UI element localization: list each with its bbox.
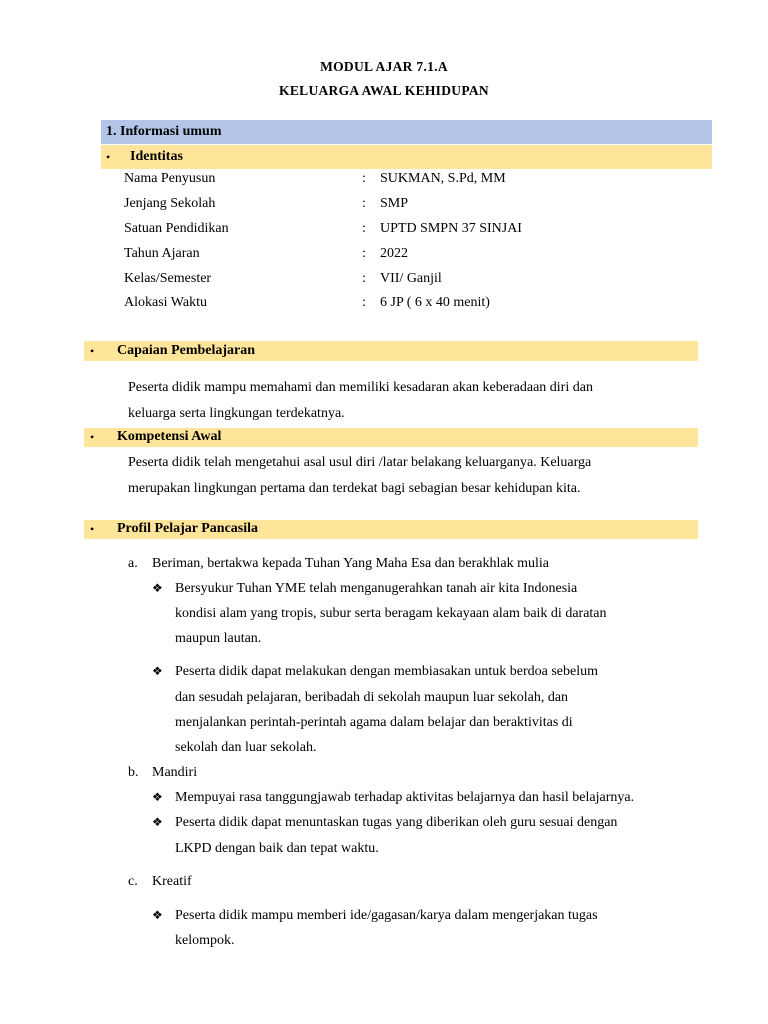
profil-heading: Profil Pelajar Pancasila: [117, 521, 259, 536]
kompetensi-line: merupakan lingkungan pertama dan terdekat bagi sebagian besar kehidupan kita.: [128, 481, 581, 496]
identity-label: Alokasi Waktu: [124, 295, 207, 310]
identity-label: Kelas/Semester: [124, 271, 212, 286]
identity-value: SUKMAN, S.Pd, MM: [380, 171, 506, 186]
identity-label: Tahun Ajaran: [124, 246, 200, 261]
profil-point-line: LKPD dengan baik dan tepat waktu.: [175, 841, 379, 856]
profil-point-line: Peserta didik mampu memberi ide/gagasan/karya dalam mengerjakan tugas: [175, 908, 598, 923]
identity-value: 6 JP ( 6 x 40 menit): [380, 295, 490, 310]
diamond-bullet-icon: ❖: [152, 790, 163, 804]
list-marker: b.: [128, 765, 139, 780]
identity-colon: :: [362, 196, 366, 211]
profil-point-line: dan sesudah pelajaran, beribadah di sekolah maupun luar sekolah, dan: [175, 690, 569, 705]
list-marker: a.: [128, 556, 138, 571]
kompetensi-line: Peserta didik telah mengetahui asal usul diri /latar belakang keluarganya. Keluarga: [128, 455, 592, 470]
identitas-band: [101, 145, 712, 169]
identitas-heading: Identitas: [130, 149, 183, 164]
identity-label: Jenjang Sekolah: [124, 196, 216, 211]
identitas-bullet: •: [106, 150, 111, 164]
profil-point-line: kondisi alam yang tropis, subur serta beragam kekayaan alam baik di daratan: [175, 606, 607, 621]
kompetensi-heading: Kompetensi Awal: [117, 429, 222, 444]
profil-point-line: Mempuyai rasa tanggungjawab terhadap aktivitas belajarnya dan hasil belajarnya.: [175, 790, 635, 805]
identity-value: 2022: [380, 246, 408, 261]
diamond-bullet-icon: ❖: [152, 664, 163, 678]
capaian-line: keluarga serta lingkungan terdekatnya.: [128, 406, 345, 421]
profil-point-line: kelompok.: [175, 933, 235, 948]
profil-point-line: sekolah dan luar sekolah.: [175, 740, 317, 755]
profil-bullet: •: [90, 522, 95, 536]
profil-point-line: Peserta didik dapat menuntaskan tugas yang diberikan oleh guru sesuai dengan: [175, 815, 618, 830]
identity-label: Satuan Pendidikan: [124, 221, 229, 236]
identity-colon: :: [362, 271, 366, 286]
kompetensi-bullet: •: [90, 430, 95, 444]
profil-item-title: Kreatif: [152, 874, 192, 889]
profil-point-line: Peserta didik dapat melakukan dengan membiasakan untuk berdoa sebelum: [175, 664, 598, 679]
capaian-line: Peserta didik mampu memahami dan memiliki kesadaran akan keberadaan diri dan: [128, 380, 593, 395]
capaian-bullet: •: [90, 344, 95, 358]
identity-value: SMP: [380, 196, 409, 211]
identity-colon: :: [362, 246, 366, 261]
profil-point-line: maupun lautan.: [175, 631, 262, 646]
identity-value: VII/ Ganjil: [380, 271, 442, 286]
capaian-heading: Capaian Pembelajaran: [117, 343, 256, 358]
diamond-bullet-icon: ❖: [152, 908, 163, 922]
identity-label: Nama Penyusun: [124, 171, 216, 186]
identity-colon: :: [362, 295, 366, 310]
diamond-bullet-icon: ❖: [152, 581, 163, 595]
profil-point-line: Bersyukur Tuhan YME telah menganugerahkan tanah air kita Indonesia: [175, 581, 578, 596]
identity-value: UPTD SMPN 37 SINJAI: [380, 221, 522, 236]
identity-colon: :: [362, 221, 366, 236]
informasi-umum-heading: 1. Informasi umum: [106, 124, 222, 139]
identity-colon: :: [362, 171, 366, 186]
list-marker: c.: [128, 874, 138, 889]
document-title: MODUL AJAR 7.1.A: [320, 59, 448, 74]
profil-point-line: menjalankan perintah-perintah agama dalam belajar dan beraktivitas di: [175, 715, 573, 730]
document-subtitle: KELUARGA AWAL KEHIDUPAN: [279, 83, 489, 98]
profil-item-title: Beriman, bertakwa kepada Tuhan Yang Maha Esa dan berakhlak mulia: [152, 556, 549, 571]
diamond-bullet-icon: ❖: [152, 815, 163, 829]
profil-item-title: Mandiri: [152, 765, 198, 780]
